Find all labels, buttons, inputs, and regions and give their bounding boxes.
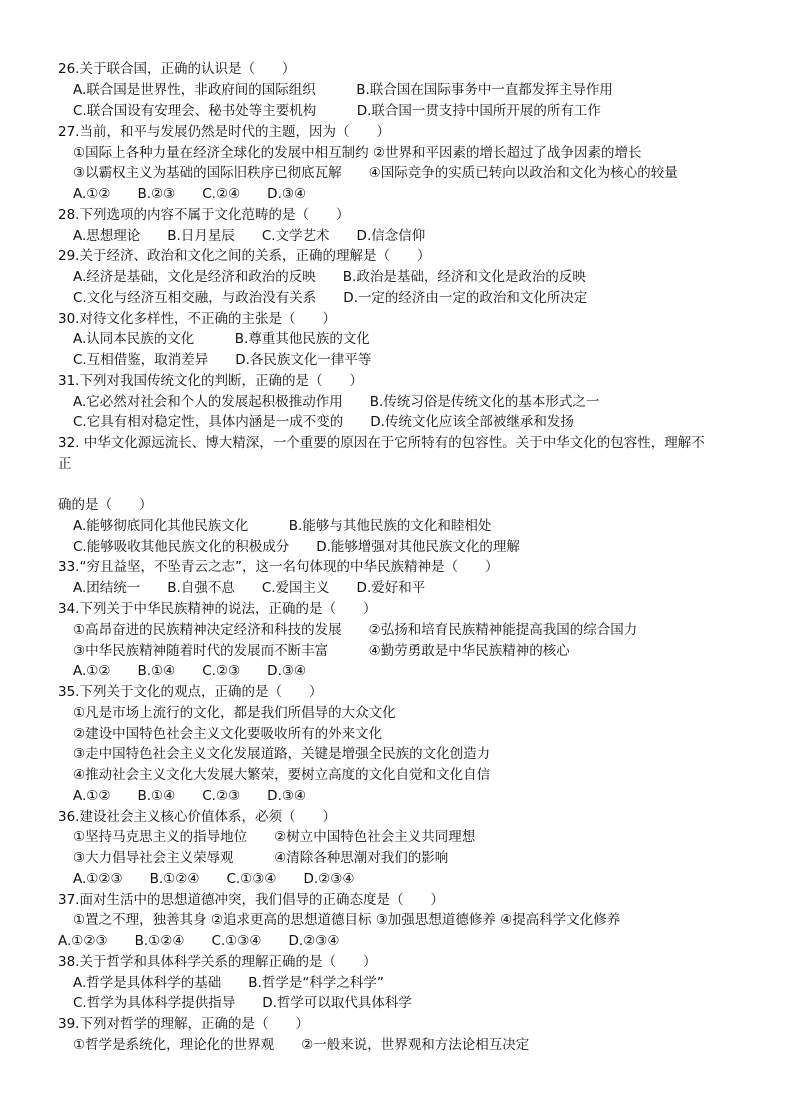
text-line: A.①② B.①④ C.②③ D.③④ xyxy=(73,788,307,804)
text-line: A.①② B.②③ C.②④ D.③④ xyxy=(73,186,307,202)
text-line: 正 xyxy=(58,456,72,472)
text-line: 30.对待文化多样性，不正确的主张是（ ） xyxy=(58,311,336,327)
text-line: 31.下列对我国传统文化的判断，正确的是（ ） xyxy=(58,373,363,389)
text-line: A.经济是基础，文化是经济和政治的反映 B.政治是基础，经济和文化是政治的反映 xyxy=(73,269,586,285)
text-line: A.它必然对社会和个人的发展起积极推动作用 B.传统习俗是传统文化的基本形式之一 xyxy=(73,394,600,410)
text-line: ③中华民族精神随着时代的发展而不断丰富 ④勤劳勇敢是中华民族精神的核心 xyxy=(73,643,570,659)
text-line: 35.下列关于文化的观点，正确的是（ ） xyxy=(58,684,323,700)
text-line: C.能够吸收其他民族文化的积极成分 D.能够增强对其他民族文化的理解 xyxy=(73,539,520,555)
text-line: C.联合国设有安理会、秘书处等主要机构 D.联合国一贯支持中国所开展的所有工作 xyxy=(73,103,601,119)
text-line: C.文化与经济互相交融，与政治没有关系 D.一定的经济由一定的政治和文化所决定 xyxy=(73,290,588,306)
text-line: A.联合国是世界性，非政府间的国际组织 B.联合国在国际事务中一直都发挥主导作用 xyxy=(73,82,613,98)
text-line: A.团结统一 B.自强不息 C.爱国主义 D.爱好和平 xyxy=(73,580,426,596)
text-line: A.①②③ B.①②④ C.①③④ D.②③④ xyxy=(58,933,340,949)
text-line: ①国际上各种力量在经济全球化的发展中相互制约 ②世界和平因素的增长超过了战争因素的增长 xyxy=(73,145,642,161)
text-line: 28.下列选项的内容不属于文化范畴的是（ ） xyxy=(58,207,350,223)
text-line: ③以霸权主义为基础的国际旧秩序已彻底瓦解 ④国际竞争的实质已转向以政治和文化为核心的较量 xyxy=(73,165,678,181)
text-line: A.思想理论 B.日月星辰 C.文学艺术 D.信念信仰 xyxy=(73,228,426,244)
text-line: 37.面对生活中的思想道德冲突，我们倡导的正确态度是（ ） xyxy=(58,892,444,908)
text-line: 27.当前，和平与发展仍然是时代的主题，因为（ ） xyxy=(58,124,390,140)
text-line: ③大力倡导社会主义荣辱观 ④清除各种思潮对我们的影响 xyxy=(73,850,449,866)
text-line: 33.“穷且益坚，不坠青云之志”，这一名句体现的中华民族精神是（ ） xyxy=(58,559,499,575)
text-line: ①坚持马克思主义的指导地位 ②树立中国特色社会主义共同理想 xyxy=(73,829,476,845)
text-line: A.哲学是具体科学的基础 B.哲学是“科学之科学” xyxy=(73,975,384,991)
text-line: C.互相借鉴，取消差异 D.各民族文化一律平等 xyxy=(73,352,372,368)
text-line: 确的是（ ） xyxy=(58,497,153,513)
text-line: ②建设中国特色社会主义文化要吸收所有的外来文化 xyxy=(73,726,383,742)
text-line: 29.关于经济、政治和文化之间的关系，正确的理解是（ ） xyxy=(58,248,431,264)
text-line: A.①② B.①④ C.②③ D.③④ xyxy=(73,663,307,679)
text-line: ④推动社会主义文化大发展大繁荣，要树立高度的文化自觉和文化自信 xyxy=(73,767,491,783)
text-line: 38.关于哲学和具体科学关系的理解正确的是（ ） xyxy=(58,954,377,970)
text-line: C.它具有相对稳定性，具体内涵是一成不变的 D.传统文化应该全部被继承和发扬 xyxy=(73,414,574,430)
text-line: ①哲学是系统化，理论化的世界观 ②一般来说，世界观和方法论相互决定 xyxy=(73,1037,530,1053)
text-line: 39.下列对哲学的理解，正确的是（ ） xyxy=(58,1016,309,1032)
text-line: ③走中国特色社会主义文化发展道路，关键是增强全民族的文化创造力 xyxy=(73,746,491,762)
text-line: ①凡是市场上流行的文化，都是我们所倡导的大众文化 xyxy=(73,705,396,721)
text-line: A.①②③ B.①②④ C.①③④ D.②③④ xyxy=(73,871,355,887)
text-line: 36.建设社会主义核心价值体系，必须（ ） xyxy=(58,809,336,825)
text-line: 26.关于联合国，正确的认识是（ ） xyxy=(58,61,296,77)
text-line: A.能够彻底同化其他民族文化 B.能够与其他民族的文化和睦相处 xyxy=(73,518,492,534)
text-line: C.哲学为具体科学提供指导 D.哲学可以取代具体科学 xyxy=(73,995,412,1011)
text-line: 32. 中华文化源远流长、博大精深，一个重要的原因在于它所特有的包容性。关于中华文化的包容性，理解不 xyxy=(58,435,705,451)
text-line: ①置之不理，独善其身 ②追求更高的思想道德目标 ③加强思想道德修养 ④提高科学文化修养 xyxy=(73,912,621,928)
text-line: ①高昂奋进的民族精神决定经济和科技的发展 ②弘扬和培育民族精神能提高我国的综合国力 xyxy=(73,622,638,638)
text-line: 34.下列关于中华民族精神的说法，正确的是（ ） xyxy=(58,601,377,617)
text-line: A.认同本民族的文化 B.尊重其他民族的文化 xyxy=(73,331,370,347)
